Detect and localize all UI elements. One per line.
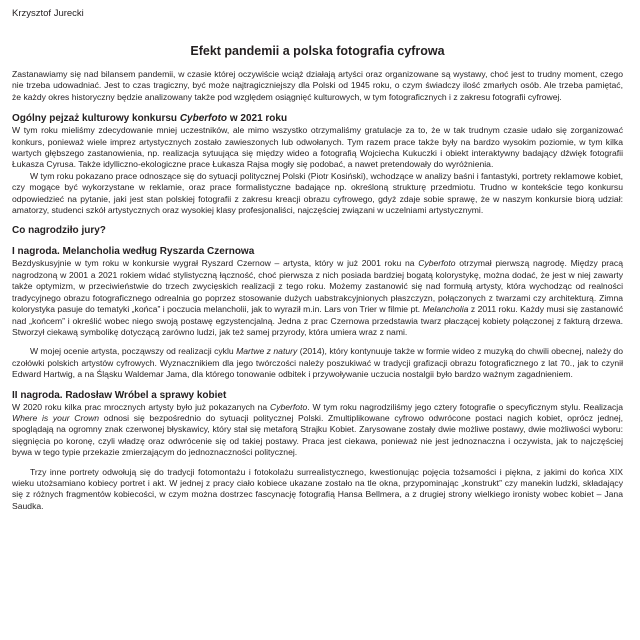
paragraph-text: W mojej ocenie artysta, począwszy od realizacji cyklu — [30, 346, 237, 357]
heading-text: w 2021 roku — [227, 113, 288, 125]
italic-text: Cyberfoto — [269, 401, 308, 412]
intro-paragraph: Zastanawiamy się nad bilansem pandemii, w czasie której oczywiście wciąż działają artyści oraz organizowane są wystawy, choć jest to trudny moment, czego nie trzeba udowadniać. Jest to czas tragiczny, być może najtragiczniejszy dla Polski od 1945 roku, o czym świadczy ilość zmarłych osób. Ale trzeba pamiętać, że każdy okres historyczny będzie analizowany także pod względem osiągnięć kulturowych, w tym fotograficznych i z zakresu fotografii cyfrowej. — [12, 69, 623, 102]
heading-italic-text: Cyberfoto — [179, 113, 228, 125]
award2-paragraph-2: Trzy inne portrety odwołują się do tradycji fotomontażu i fotokolażu surrealistycznego, kwestionując pojęcia tożsamości i piękna, z jakimi do końca XIX wieku utożsamiano kobiecy portret i akt. W jednej z pracy ciało kobiece ukazane zostało na tle okna, przypominając „konstrukt” czy manekin ludzki, składający się z różnych fragmentów kobiecości, w czym można dostrzec fascynację fotografią Hansa Bellmera, a z drugiej strony wielkiego ironisty wobec kobiet – Jana Saudka. — [12, 466, 623, 511]
author-name: Krzysztof Jurecki — [12, 8, 84, 19]
section-heading-landscape — [12, 112, 623, 125]
heading-text: Ogólny pejzaż kulturowy konkursu — [12, 113, 180, 125]
award2-paragraph-1 — [12, 402, 623, 459]
award1-heading: I nagroda. Melancholia według Ryszarda Czernowa — [12, 246, 255, 258]
italic-text: Martwe z natury — [236, 346, 298, 357]
section1-paragraph-1: W tym roku mieliśmy zdecydowanie mniej uczestników, ale mimo wszystko otrzymaliśmy gratulacje za to, że w tak trudnym czasie udało się zorganizować konkurs, ponieważ wiele imprez artystycznych zostało zawieszonych lub odwołanych. Tym razem prace także były na bardzo wysokim poziomie, w tym kilka wartych głębszego zastanowienia, np. realizacja sytuująca się między wideo a fotografią Wojciecha Kukuczki i obiekt interaktywny badający dźwięk fotografii Łukasza Cyrusa. Także idylliczno-ekologiczne prace Łukasza Rajsa mogły się podobać, a nawet pretendowały do wyróżnienia. — [12, 125, 623, 170]
award2-heading: II nagroda. Radosław Wróbel a sprawy kobiet — [12, 389, 227, 401]
award1-paragraph-1 — [12, 258, 623, 338]
paragraph-text: odnosi się bezpośrednio do sytuacji politycznej Polski. Zmultiplikowane cyfrowo odwrócone postaci nagich kobiet, oprócz jednej, spoglądają na ogromny znak czerwonej błyskawicy, który stał się metaforą Strajku Kobiet. Zarysowane zostały dwie możliwe postawy, dwie możliwości wyboru: sięgnięcia po koronę, czyli władzę oraz odwrócenie się od takiej postawy. Praca jest ciekawa, ponieważ nie jest jednoznaczna i oczywista, jak to najczęściej bywa w tego typie przekazie zmierzającym do jednoznaczności politycznej. — [12, 412, 623, 458]
article-title: Efekt pandemii a polska fotografia cyfrowa — [190, 44, 445, 58]
paragraph-text: Bezdyskusyjnie w tym roku w konkursie wygrał Ryszard Czernow – artysta, który w już 2001 roku na — [12, 258, 419, 269]
section1-paragraph-2: W tym roku pokazano prace odnoszące się do sytuacji politycznej Polski (Piotr Kosiński), wchodzące w analizy baśni i fantastyki, portrety reklamowe kobiet, czy mogące być wykorzystane w reklamie, oraz prace formalistyczne badające np. określoną strukturę przedmiotu. Trudno w kontekście tego konkursu odpowiedzieć na pytanie, jaki jest stan polskiej fotografii z zakresu kreacji obrazu cyfrowego, gdyż zdaje sobie sprawę, że w naszym konkursie biorą udział: amatorzy, studenci szkół artystycznych oraz wysokiej klasy profesjonaliści, najczęściej związani w uczelniami artystycznymi. — [12, 170, 623, 216]
paragraph-text: z 2011 roku. Każdy musi się zastanowić nad „końcem” i określić wobec niego swoją postawę egzystencjalną. Jedna z prac Czernowa przedstawia twarz płaczącej kobiety połączonej z fakturą drzewa. Stworzył ciekawą symbolikę dotyczącą zarówno ludzi, jak też samej przyrody, która umiera wraz z nami. — [12, 304, 623, 337]
italic-text: Cyberfoto — [418, 258, 456, 269]
paragraph-text: . W tym roku nagrodziliśmy jego cztery fotografie o specyficznym stylu. Realizacja — [307, 401, 623, 412]
award1-paragraph-2 — [12, 346, 623, 380]
paragraph-text: otrzymał pierwszą nagrodę. Między pracą nagrodzoną w 2001 a 2021 rokiem widać stylistyczną łączność, choć pierwsza z nich posiada bardziej bogatą kolorystykę, można dodać, że jest w niej zawarty także optymizm, w przeciwieństwie do trzech zwycięskich realizacji z tego roku. Możemy zastanowić się nad formułą artysty, która wychodząc od realności tradycyjnego obrazu fotograficznego odrealnia go poprzez stosowanie dużych uabstrakcyjnionych płaszczyzn, połączonych z twarzami czy architekturą. Zimna kolorystyka pasuje do tematyki „końca” i poczucia melancholii, jak to wyraził m.in. Lars von Trier w filmie pt. — [12, 258, 623, 315]
italic-text: Where is your Crown — [12, 412, 100, 423]
italic-text: Melancholia — [422, 304, 469, 315]
question-heading: Co nagrodziło jury? — [12, 225, 106, 237]
paragraph-text: (2014), który kontynuuje także w formie wideo z muzyką do chwili obecnej, należy do czołówki polskich artystów cyfrowych. Wyznacznikiem dla jego twórczości należy poszukiwać w tradycji grafizacji obrazu fotograficznego z lat 70., jak to czynił Edward Hartwig, a na Śląsku Waldemar Jama, dla którego tonowanie odbitek i przywoływanie uczucia nostalgii było bardzo ważnym zagadnieniem. — [12, 346, 623, 380]
paragraph-text: W 2020 roku kilka prac mrocznych artysty było już pokazanych na — [12, 401, 270, 412]
